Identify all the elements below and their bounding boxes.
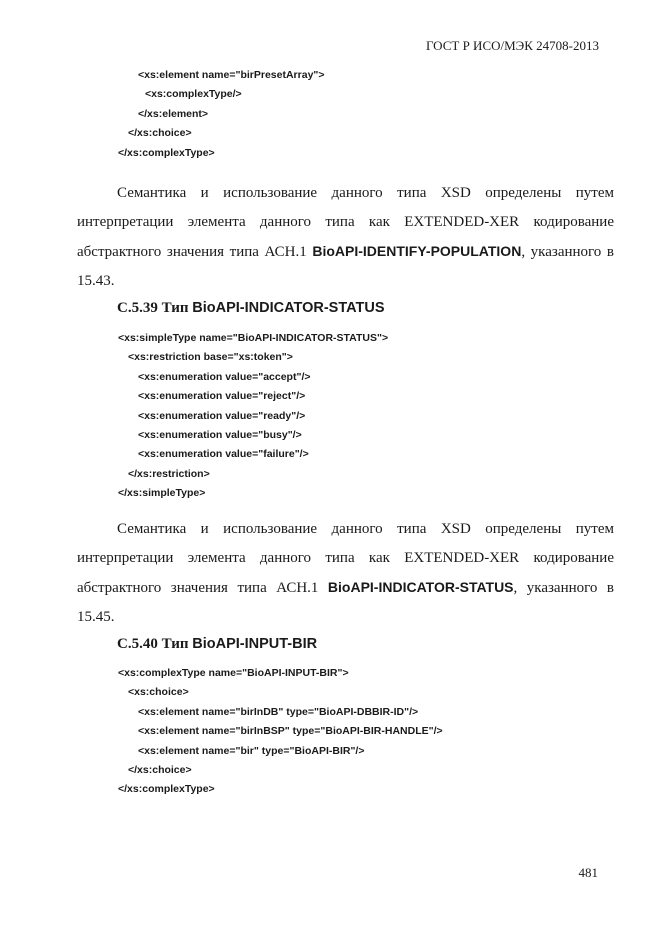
paragraph-text: Семантика и использование данного типа XSD определены путем интерпретации элемента данного типа как EXTENDED-XER кодирование абстрактного значения типа АСН.1 xyxy=(77,185,614,260)
code-line: <xs:complexType name="BioAPI-INPUT-BIR"> xyxy=(118,667,349,679)
paragraph-tail: , указанного в 15.43. xyxy=(77,244,614,289)
code-line: </xs:choice> xyxy=(128,127,192,140)
code-line: <xs:enumeration value="ready"/> xyxy=(138,409,306,422)
code-line: </xs:simpleType> xyxy=(118,487,206,500)
paragraph-semantics-2 xyxy=(77,515,614,632)
code-line: <xs:element name="bir" type="BioAPI-BIR"/> xyxy=(138,744,365,757)
paragraph-term: BioAPI-INDICATOR-STATUS xyxy=(327,579,514,595)
code-line: <xs:complexType/> xyxy=(145,88,242,101)
paragraph-term: BioAPI-IDENTIFY-POPULATION xyxy=(312,243,522,259)
heading-prefix: С.5.40 Тип xyxy=(117,636,193,652)
code-line: </xs:restriction> xyxy=(128,467,210,480)
code-line: <xs:restriction base="xs:token"> xyxy=(128,351,293,364)
section-heading-c540 xyxy=(117,634,317,654)
heading-term: BioAPI-INPUT-BIR xyxy=(192,636,318,652)
code-block-top xyxy=(0,66,325,163)
code-line: <xs:enumeration value="busy"/> xyxy=(138,429,302,442)
code-line: <xs:enumeration value="accept"/> xyxy=(138,370,311,383)
paragraph-tail: , указанного в 15.45. xyxy=(77,580,614,625)
code-line: <xs:choice> xyxy=(128,686,189,699)
heading-term: BioAPI-INDICATOR-STATUS xyxy=(192,300,385,316)
code-line: <xs:simpleType name="BioAPI-INDICATOR-STATUS"> xyxy=(118,332,389,344)
code-line: <xs:element name="birPresetArray"> xyxy=(138,69,325,81)
page-number: 481 xyxy=(578,865,598,880)
code-line: </xs:complexType> xyxy=(118,783,215,796)
code-line: <xs:element name="birInDB" type="BioAPI-DBBIR-ID"/> xyxy=(138,705,419,718)
paragraph-text: Семантика и использование данного типа XSD определены путем интерпретации элемента данного типа как EXTENDED-XER кодирование абстрактного значения типа АСН.1 xyxy=(77,521,614,596)
code-line: </xs:choice> xyxy=(128,764,192,777)
code-block-input-bir xyxy=(0,664,443,800)
code-line: <xs:enumeration value="failure"/> xyxy=(138,448,309,461)
code-line: <xs:enumeration value="reject"/> xyxy=(138,390,306,403)
heading-prefix: С.5.39 Тип xyxy=(117,300,193,316)
code-line: <xs:element name="birInBSP" type="BioAPI-BIR-HANDLE"/> xyxy=(138,725,443,738)
code-block-indicator-status xyxy=(0,329,388,504)
paragraph-semantics-1 xyxy=(77,179,614,296)
document-header: ГОСТ Р ИСО/МЭК 24708-2013 xyxy=(425,38,599,53)
code-line: </xs:complexType> xyxy=(118,146,215,159)
section-heading-c539 xyxy=(117,298,385,318)
code-line: </xs:element> xyxy=(138,107,209,120)
